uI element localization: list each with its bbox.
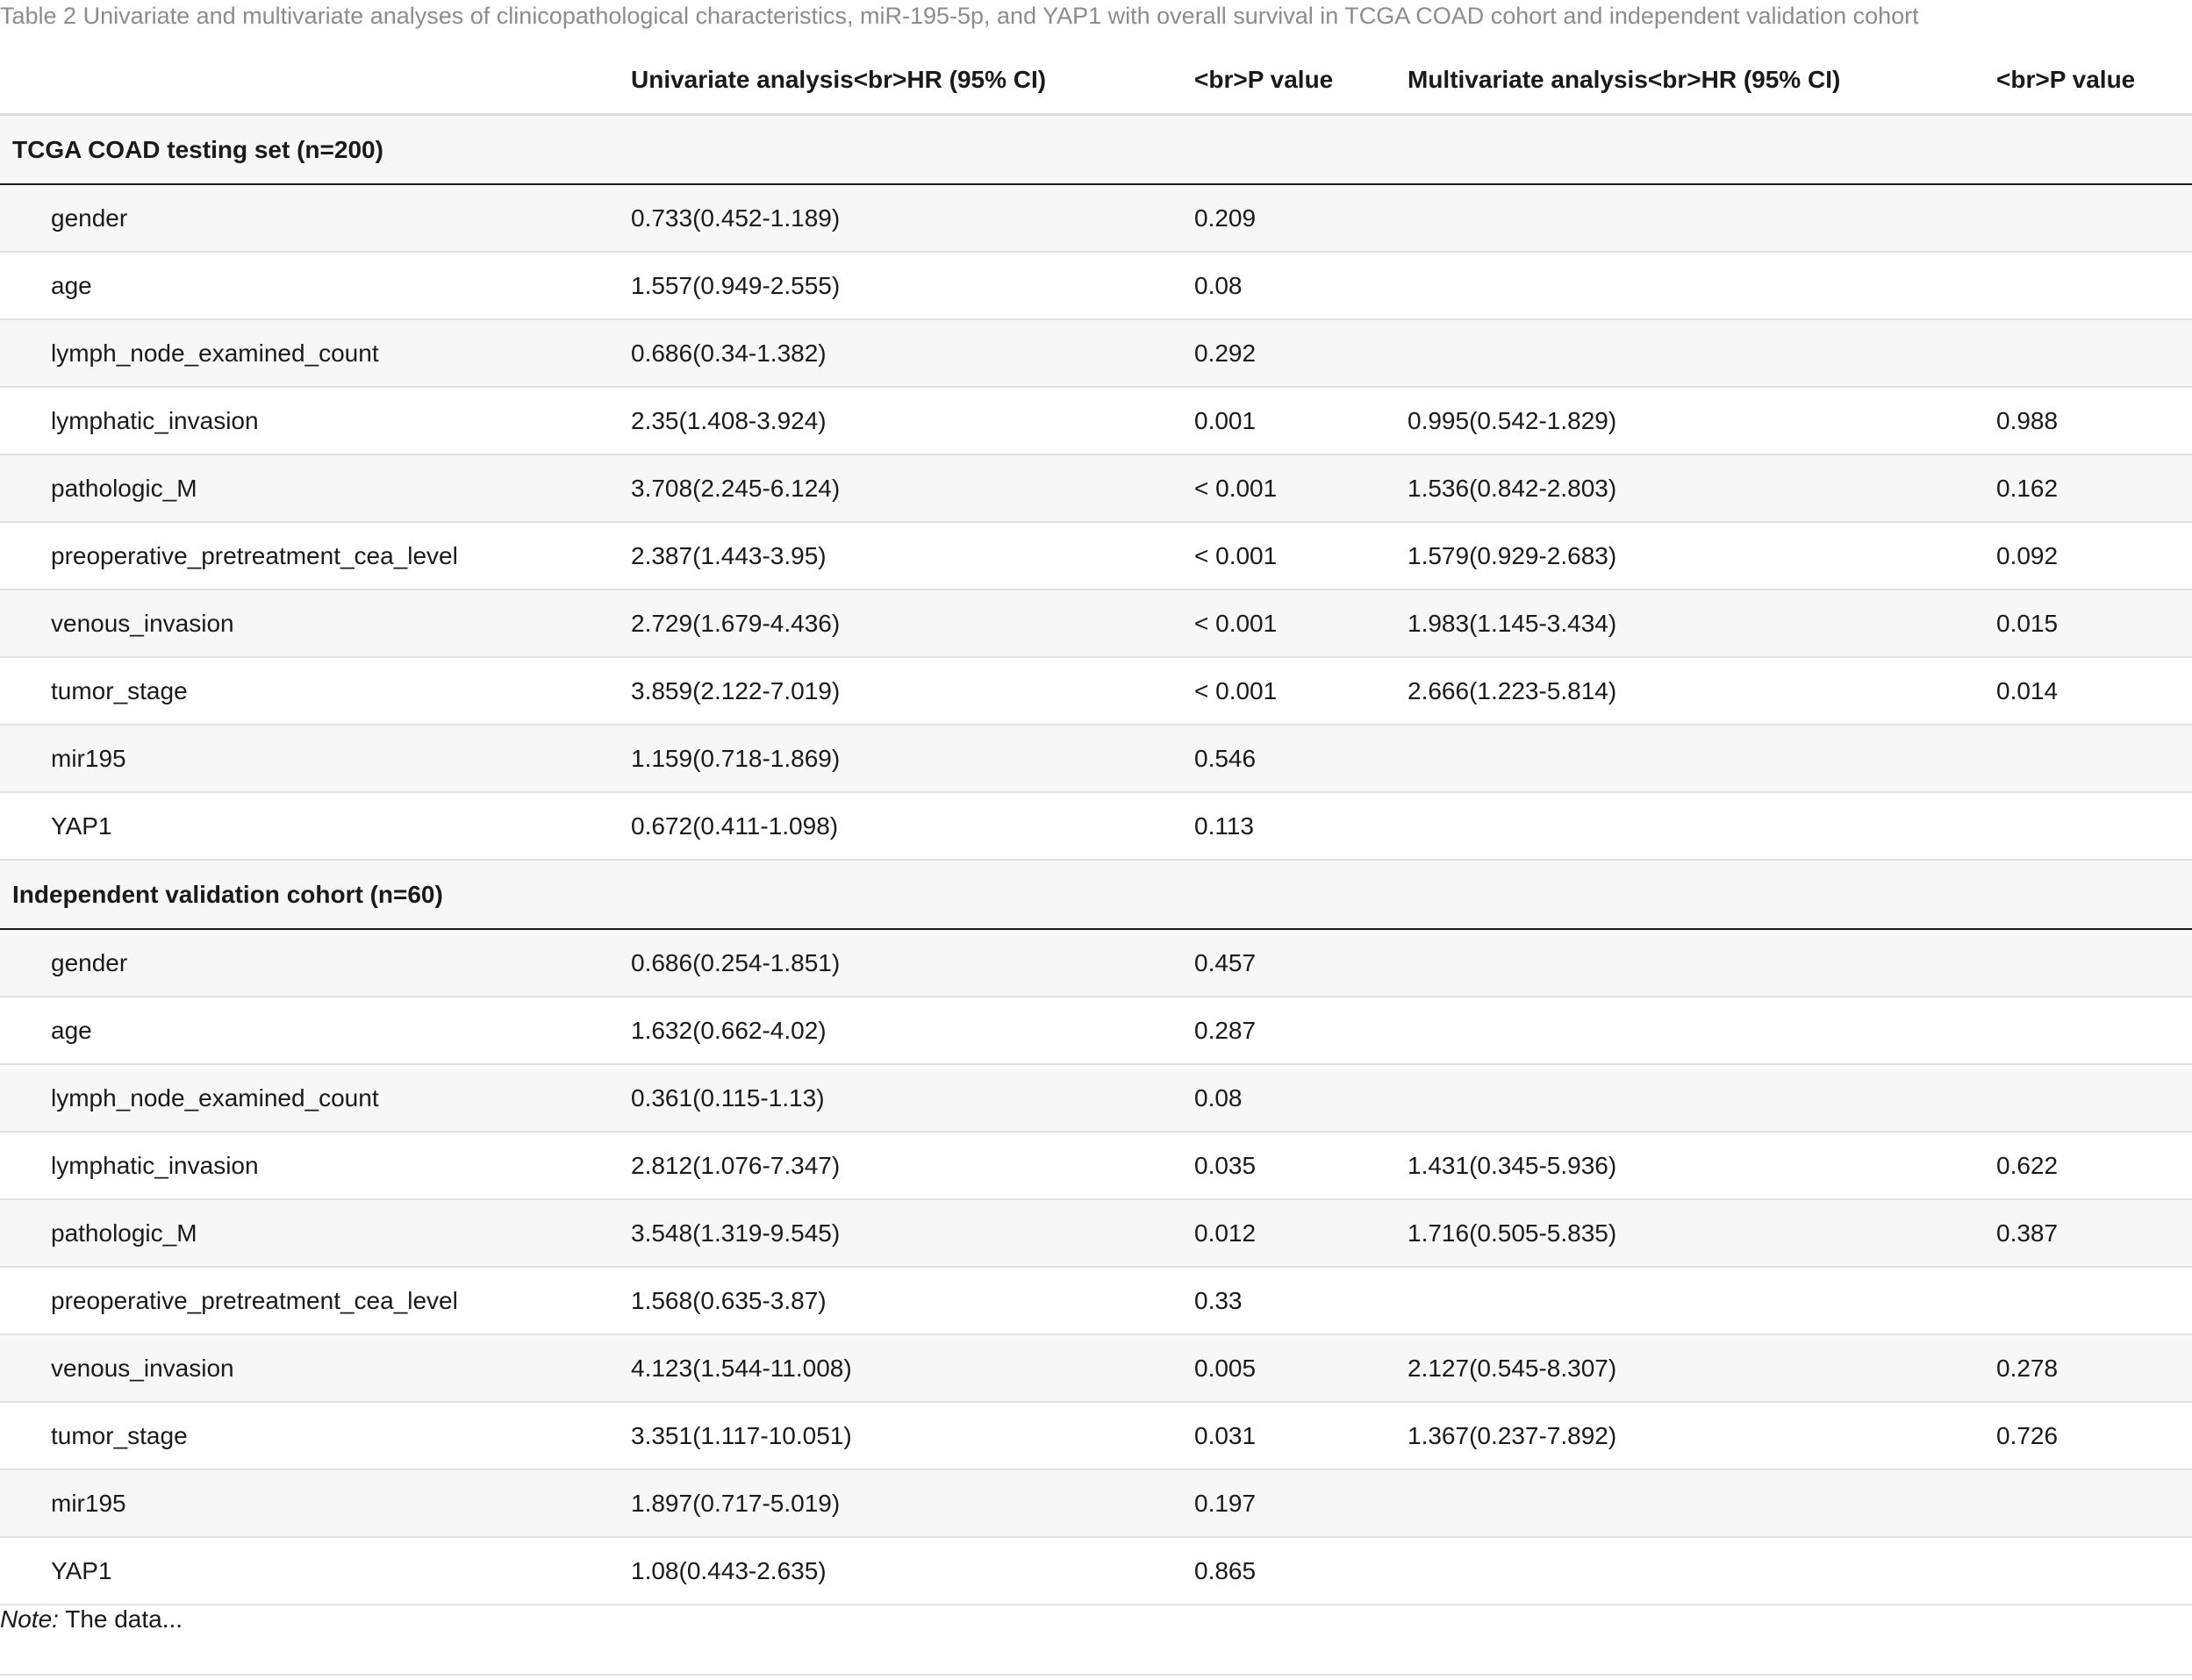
- table-row: [0, 1268, 2192, 1335]
- table-cell-univariate-hr: 1.568(0.635-3.87): [631, 1286, 827, 1314]
- table-row: [0, 997, 2192, 1065]
- table-cell-variable: preoperative_pretreatment_cea_level: [51, 541, 458, 569]
- table-cell-variable: lymph_node_examined_count: [51, 1083, 379, 1112]
- table-cell-univariate-hr: 3.708(2.245-6.124): [631, 474, 841, 502]
- table-cell-univariate-hr: 1.632(0.662-4.02): [631, 1016, 827, 1044]
- table-cell-multivariate-p: 0.014: [1996, 676, 2059, 704]
- table-row: [0, 185, 2192, 253]
- header-cell-multivariate-p: <br>P value: [1996, 65, 2136, 93]
- table-cell-variable: pathologic_M: [51, 1219, 197, 1247]
- table-row: [0, 726, 2192, 793]
- table-cell-univariate-p: 0.08: [1194, 271, 1243, 299]
- table-cell-univariate-hr: 3.859(2.122-7.019): [631, 676, 841, 704]
- table-cell-variable: venous_invasion: [51, 1354, 234, 1382]
- table-cell-univariate-hr: 0.672(0.411-1.098): [631, 811, 839, 840]
- note-label: Note:: [0, 1605, 59, 1633]
- section-header-row: [0, 861, 2192, 930]
- table-cell-univariate-hr: 2.387(1.443-3.95): [631, 541, 827, 569]
- table-cell-univariate-hr: 3.351(1.117-10.051): [631, 1421, 852, 1449]
- table-row: [0, 1200, 2192, 1268]
- table-cell-variable: lymph_node_examined_count: [51, 339, 379, 367]
- table-cell-univariate-p: 0.005: [1194, 1354, 1257, 1382]
- table-cell-univariate-p: < 0.001: [1194, 676, 1278, 704]
- table-cell-univariate-p: 0.035: [1194, 1151, 1257, 1179]
- table-row: [0, 658, 2192, 726]
- table-cell-multivariate-hr: 1.431(0.345-5.936): [1408, 1151, 1617, 1179]
- table-cell-multivariate-p: 0.988: [1996, 406, 2059, 434]
- table-row: [0, 1065, 2192, 1133]
- table-cell-variable: age: [51, 1016, 92, 1044]
- note-text: The data...: [58, 1605, 183, 1633]
- table-cell-univariate-p: 0.546: [1194, 744, 1257, 772]
- table-row: [0, 930, 2192, 997]
- table-cell-multivariate-p: 0.015: [1996, 609, 2059, 637]
- table-row: [0, 1335, 2192, 1403]
- table-cell-variable: YAP1: [51, 1556, 112, 1584]
- table-cell-univariate-hr: 0.686(0.34-1.382): [631, 339, 827, 367]
- table-cell-univariate-p: 0.001: [1194, 406, 1257, 434]
- table-cell-univariate-hr: 1.897(0.717-5.019): [631, 1489, 841, 1517]
- table-row: [0, 1470, 2192, 1538]
- table-cell-variable: gender: [51, 948, 128, 976]
- section-title: Independent validation cohort (n=60): [12, 880, 443, 908]
- table-cell-multivariate-p: 0.278: [1996, 1354, 2059, 1382]
- table-row: [0, 590, 2192, 658]
- table-row: [0, 388, 2192, 455]
- table-cell-univariate-p: 0.012: [1194, 1219, 1257, 1247]
- table-cell-multivariate-p: 0.162: [1996, 474, 2059, 502]
- table-cell-univariate-p: 0.457: [1194, 948, 1257, 976]
- table-row: [0, 1133, 2192, 1200]
- table-cell-univariate-p: 0.197: [1194, 1489, 1257, 1517]
- table-cell-multivariate-hr: 1.367(0.237-7.892): [1408, 1421, 1617, 1449]
- table-cell-multivariate-hr: 1.716(0.505-5.835): [1408, 1219, 1617, 1247]
- header-cell-univariate-p: <br>P value: [1194, 65, 1334, 93]
- table-cell-univariate-p: 0.292: [1194, 339, 1257, 367]
- table-cell-variable: lymphatic_invasion: [51, 1151, 259, 1179]
- table-cell-variable: lymphatic_invasion: [51, 406, 259, 434]
- section-header-row: [0, 116, 2192, 185]
- header-cell-univariate-hr: Univariate analysis<br>HR (95% CI): [631, 65, 1047, 93]
- table-cell-multivariate-p: 0.092: [1996, 541, 2059, 569]
- table-cell-variable: tumor_stage: [51, 676, 188, 704]
- table-cell-variable: tumor_stage: [51, 1421, 188, 1449]
- table-cell-univariate-p: 0.865: [1194, 1556, 1257, 1584]
- table-cell-variable: mir195: [51, 744, 126, 772]
- table-cell-variable: preoperative_pretreatment_cea_level: [51, 1286, 458, 1314]
- table-cell-multivariate-p: 0.622: [1996, 1151, 2059, 1179]
- table-cell-multivariate-p: 0.726: [1996, 1421, 2059, 1449]
- table-cell-univariate-hr: 2.35(1.408-3.924): [631, 406, 827, 434]
- table-cell-variable: YAP1: [51, 811, 112, 840]
- table-cell-multivariate-hr: 1.983(1.145-3.434): [1408, 609, 1617, 637]
- table-cell-univariate-hr: 1.159(0.718-1.869): [631, 744, 841, 772]
- table-cell-univariate-hr: 2.729(1.679-4.436): [631, 609, 841, 637]
- table-cell-univariate-p: 0.031: [1194, 1421, 1257, 1449]
- table-cell-univariate-hr: 0.361(0.115-1.13): [631, 1083, 825, 1112]
- table-caption: Table 2 Univariate and multivariate analyses of clinicopathological characteristics, miR-195-5p, and YAP1 with overall survival in TCGA COAD cohort and independent validation cohort: [0, 3, 1919, 29]
- table-cell-variable: pathologic_M: [51, 474, 197, 502]
- table-cell-univariate-p: 0.33: [1194, 1286, 1243, 1314]
- table-cell-multivariate-hr: 0.995(0.542-1.829): [1408, 406, 1617, 434]
- table-cell-univariate-p: 0.287: [1194, 1016, 1257, 1044]
- table-cell-variable: gender: [51, 204, 128, 232]
- table-cell-multivariate-hr: 2.127(0.545-8.307): [1408, 1354, 1617, 1382]
- table-cell-univariate-p: 0.08: [1194, 1083, 1243, 1112]
- table-row: [0, 253, 2192, 320]
- data-table: [0, 46, 2192, 1605]
- table-note: [0, 1602, 183, 1637]
- table-row: [0, 793, 2192, 861]
- table-cell-univariate-p: < 0.001: [1194, 609, 1278, 637]
- table-cell-univariate-hr: 1.557(0.949-2.555): [631, 271, 841, 299]
- table-cell-univariate-hr: 1.08(0.443-2.635): [631, 1556, 827, 1584]
- section-title: TCGA COAD testing set (n=200): [12, 135, 383, 163]
- table-cell-univariate-hr: 0.686(0.254-1.851): [631, 948, 841, 976]
- table-cell-multivariate-hr: 1.536(0.842-2.803): [1408, 474, 1617, 502]
- table-cell-variable: venous_invasion: [51, 609, 234, 637]
- table-cell-univariate-p: 0.113: [1194, 811, 1254, 840]
- table-cell-multivariate-p: 0.387: [1996, 1219, 2059, 1247]
- table-bottom-rule: [0, 1674, 2192, 1676]
- header-cell-multivariate-hr: Multivariate analysis<br>HR (95% CI): [1408, 65, 1841, 93]
- table-row: [0, 320, 2192, 388]
- table-cell-univariate-p: < 0.001: [1194, 474, 1278, 502]
- table-cell-variable: mir195: [51, 1489, 126, 1517]
- table-header-row: [0, 46, 2192, 116]
- table-cell-univariate-hr: 2.812(1.076-7.347): [631, 1151, 841, 1179]
- table-cell-univariate-hr: 3.548(1.319-9.545): [631, 1219, 841, 1247]
- table-cell-univariate-p: 0.209: [1194, 204, 1257, 232]
- table-row: [0, 1538, 2192, 1605]
- table-row: [0, 1403, 2192, 1470]
- table-cell-multivariate-hr: 1.579(0.929-2.683): [1408, 541, 1617, 569]
- table-cell-multivariate-hr: 2.666(1.223-5.814): [1408, 676, 1617, 704]
- table-cell-univariate-hr: 4.123(1.544-11.008): [631, 1354, 852, 1382]
- table-cell-univariate-hr: 0.733(0.452-1.189): [631, 204, 841, 232]
- table-row: [0, 523, 2192, 590]
- table-row: [0, 455, 2192, 523]
- table-cell-variable: age: [51, 271, 92, 299]
- table-cell-univariate-p: < 0.001: [1194, 541, 1278, 569]
